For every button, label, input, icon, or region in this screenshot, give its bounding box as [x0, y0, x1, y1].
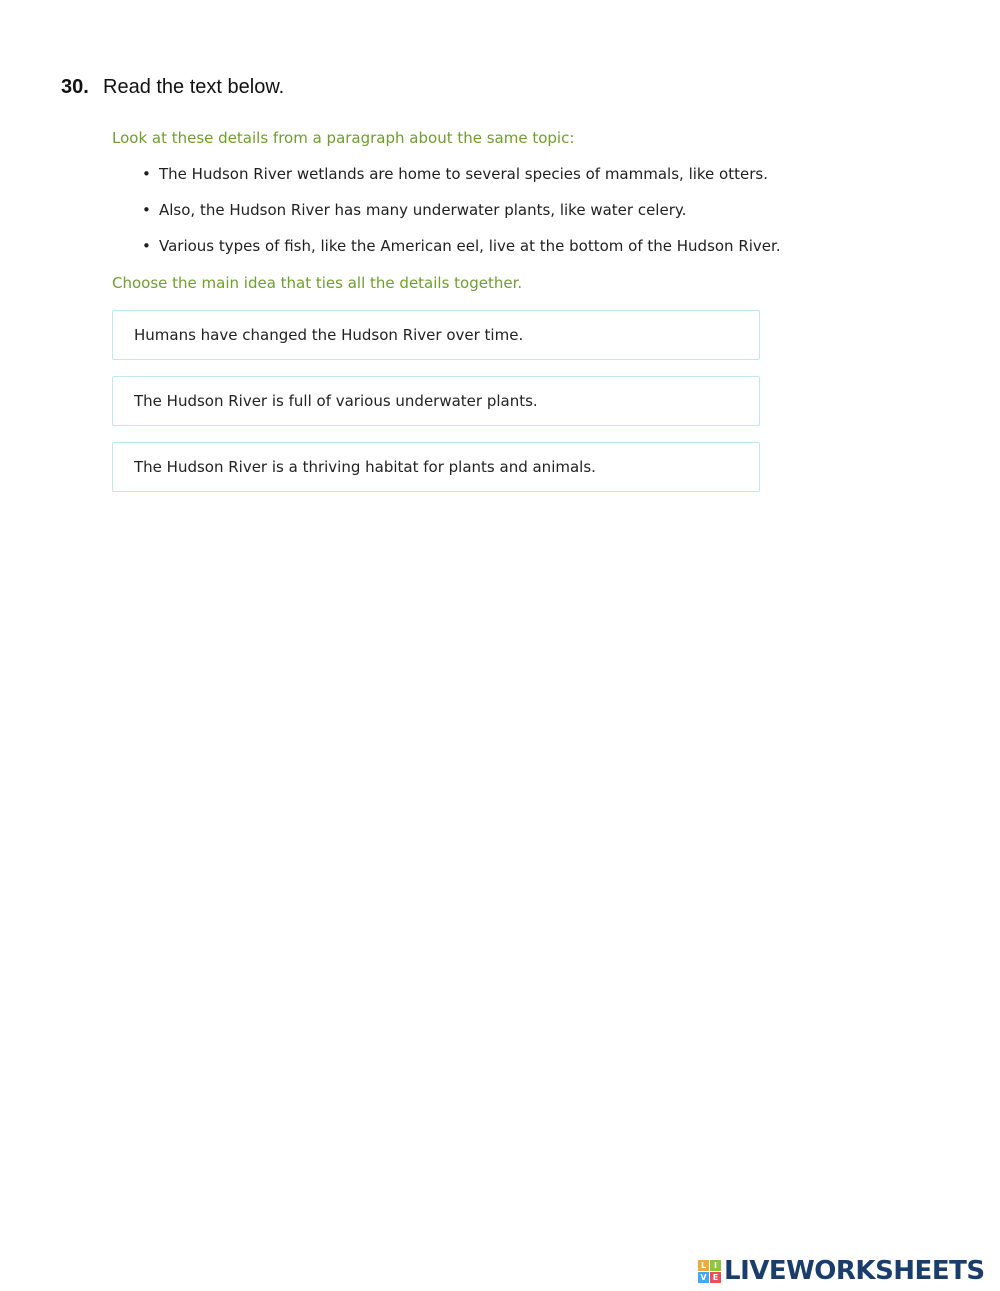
- answer-choice-3[interactable]: The Hudson River is a thriving habitat for plants and animals.: [112, 442, 760, 492]
- detail-item: [142, 165, 781, 201]
- bullet-icon: •: [142, 165, 151, 183]
- detail-text: Various types of fish, like the American eel, live at the bottom of the Hudson River.: [159, 237, 781, 255]
- detail-text: Also, the Hudson River has many underwater plants, like water celery.: [159, 201, 687, 219]
- liveworksheets-brand: [698, 1256, 985, 1286]
- logo-tile-v: V: [698, 1272, 709, 1283]
- logo-tile-i: I: [710, 1260, 721, 1271]
- question-header: [61, 76, 284, 99]
- answer-choice-2[interactable]: The Hudson River is full of various underwater plants.: [112, 376, 760, 426]
- prompt-intro: Look at these details from a paragraph about the same topic:: [112, 129, 575, 147]
- logo-tile-l: L: [698, 1260, 709, 1271]
- bullet-icon: •: [142, 237, 151, 255]
- detail-item: [142, 237, 781, 273]
- liveworksheets-logo-icon: [698, 1260, 721, 1283]
- answer-choice-1[interactable]: Humans have changed the Hudson River over time.: [112, 310, 760, 360]
- brand-name: LIVEWORKSHEETS: [724, 1256, 985, 1286]
- answer-choices: [112, 310, 760, 508]
- prompt-question: Choose the main idea that ties all the details together.: [112, 274, 523, 292]
- logo-tile-e: E: [710, 1272, 721, 1283]
- question-instruction: Read the text below.: [103, 76, 285, 98]
- question-number: 30.: [61, 76, 89, 98]
- detail-text: The Hudson River wetlands are home to several species of mammals, like otters.: [159, 165, 768, 183]
- detail-item: [142, 201, 781, 237]
- details-list: [142, 165, 781, 273]
- bullet-icon: •: [142, 201, 151, 219]
